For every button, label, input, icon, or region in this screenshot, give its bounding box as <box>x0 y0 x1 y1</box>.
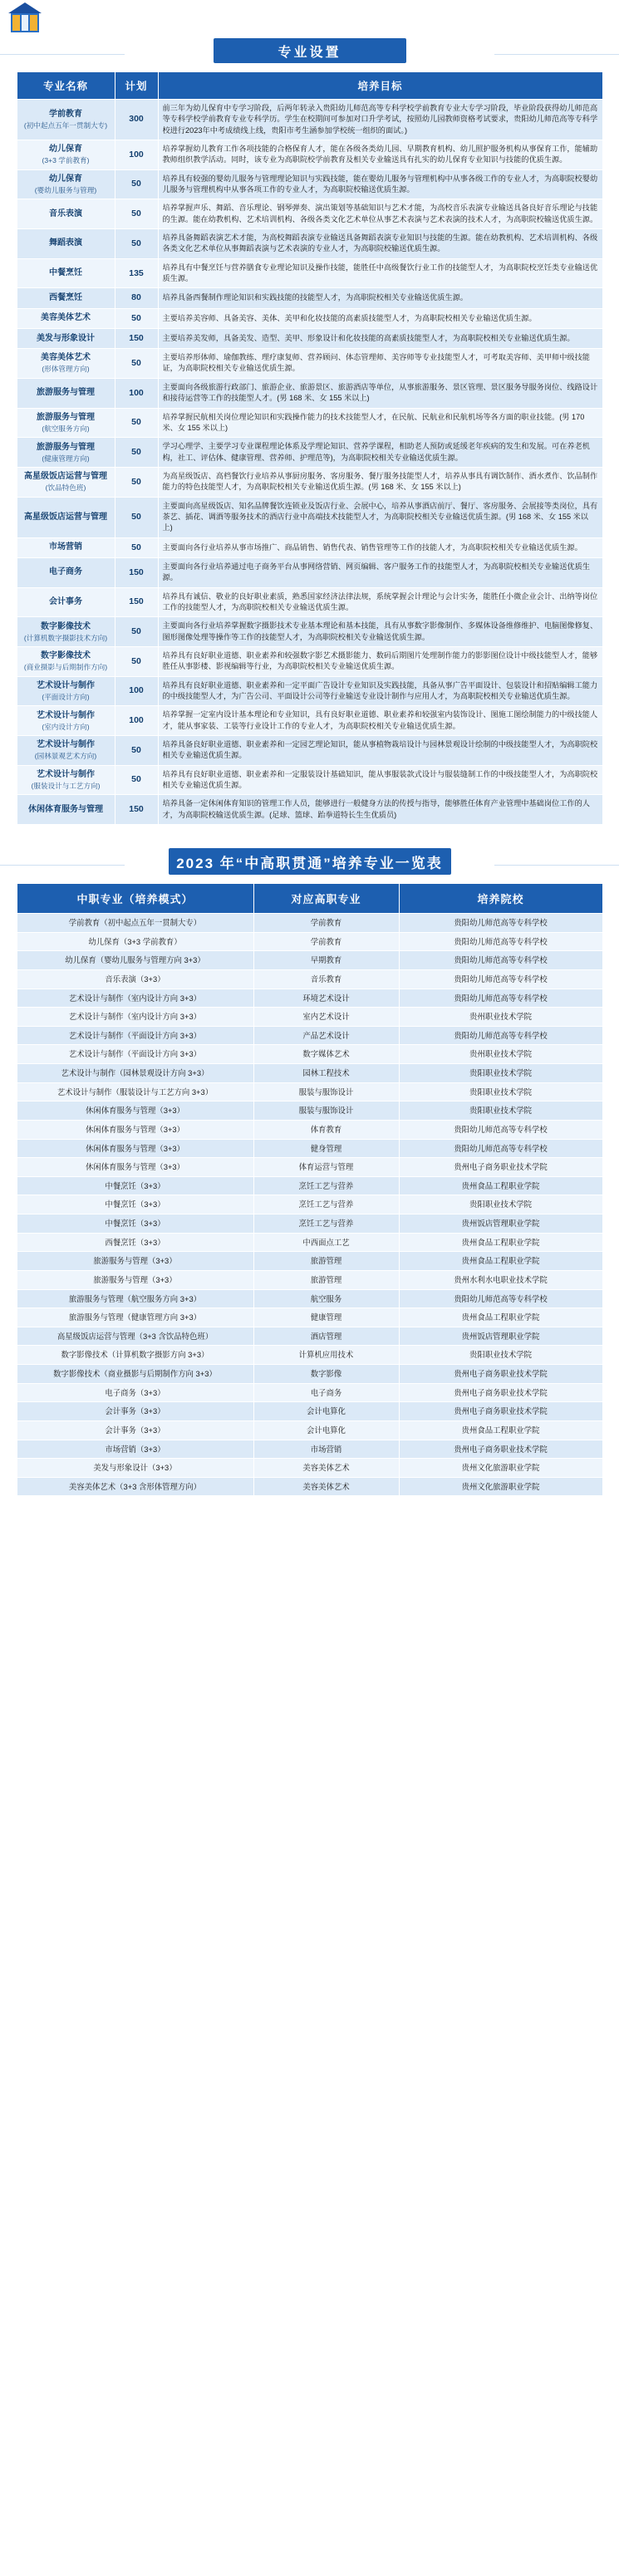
institution-cell: 贵阳幼儿师范高等专科学校 <box>399 1120 602 1139</box>
higher-major-cell: 服装与服饰设计 <box>253 1102 399 1121</box>
program-name-cell: 美容美体艺术 (形体管理方向) <box>17 349 115 379</box>
higher-major-cell: 健康管理 <box>253 1308 399 1327</box>
higher-major-cell: 学前教育 <box>253 914 399 933</box>
institution-cell: 贵阳幼儿师范高等专科学校 <box>399 969 602 989</box>
vocational-major-cell: 幼儿保育（3+3 学前教育） <box>17 932 253 951</box>
vocational-major-cell: 旅游服务与管理（航空服务方向 3+3） <box>17 1289 253 1308</box>
institution-cell: 贵州食品工程职业学院 <box>399 1252 602 1271</box>
program-name-cell: 音乐表演 <box>17 199 115 229</box>
table-row <box>17 349 602 379</box>
vocational-major-cell: 数字影像技术（商业摄影与后期制作方向 3+3） <box>17 1365 253 1384</box>
higher-major-cell: 航空服务 <box>253 1289 399 1308</box>
section1-banner-wrap <box>0 37 619 71</box>
table-row <box>17 1459 602 1478</box>
higher-major-cell: 电子商务 <box>253 1383 399 1402</box>
table-row <box>17 1214 602 1234</box>
institution-cell: 贵州文化旅游职业学院 <box>399 1477 602 1496</box>
training-goal-cell: 主要培养形体师、瑜伽教练、理疗康复师、营养顾问、体态管理师、美容师等专业技能型人才，可考取美容师、美甲师中级技能证，为高职院校相关专业输送优质生源。 <box>158 349 602 379</box>
program-name-sub: (商业摄影与后期制作方向) <box>23 663 108 672</box>
training-goal-cell: 培养具备一定休闲体育知识的管理工作人员，能够进行一般健身方法的传授与指导，能够胜任体育产业管理中基础岗位工作的人才，为高职院校输送优质生源。(足球、篮球、跆拳道特长生生优质员) <box>158 795 602 825</box>
table-row <box>17 199 602 229</box>
plan-count-cell: 50 <box>115 229 158 259</box>
section1-banner: 专业设置 <box>214 38 406 63</box>
training-goal-cell: 主要面向各行业培养通过电子商务平台从事网络营销、网页编辑、客户服务工作的技能型人才，为高职院校相关专业输送优质生源。 <box>158 557 602 587</box>
plan-count-cell: 300 <box>115 100 158 140</box>
program-name-cell: 中餐烹饪 <box>17 258 115 288</box>
table-row <box>17 1139 602 1158</box>
institution-cell: 贵阳幼儿师范高等专科学校 <box>399 914 602 933</box>
plan-count-cell: 100 <box>115 706 158 736</box>
plan-count-cell: 50 <box>115 349 158 379</box>
banner-decoration-right <box>494 54 619 55</box>
training-goal-cell: 培养掌握民航相关岗位理论知识和实践操作能力的技术技能型人才，在民航、民航业和民航机场等各方面的职业技能。(男 170 米、女 155 米以上) <box>158 408 602 438</box>
plan-count-cell: 50 <box>115 467 158 497</box>
program-settings-table <box>17 71 603 825</box>
higher-major-cell: 美容美体艺术 <box>253 1459 399 1478</box>
higher-major-cell: 音乐教育 <box>253 969 399 989</box>
program-name-sub: (婴幼儿服务与管理) <box>34 186 97 195</box>
training-goal-cell: 培养具备良好职业道德、职业素养和一定园艺理论知识，能从事植物栽培设计与园林景观设计绘制的中级技能型人才，为高职院校相关专业输送优质生源。 <box>158 735 602 765</box>
plan-count-cell: 135 <box>115 258 158 288</box>
training-goal-cell: 培养具有较强的婴幼儿服务与管理理论知识与实践技能，能在婴幼儿服务与管理机构中从事各级工作的专业人才，为高职院校婴幼儿服务与管理机构中从事各项工作的专业人才，为高职院校输送优质生源。 <box>158 169 602 199</box>
plan-count-cell: 50 <box>115 169 158 199</box>
training-goal-cell: 培养掌握一定室内设计基本理论和专业知识，具有良好职业道德、职业素养和较强室内装饰设计、图施工图绘制能力的中级技能人才，能从事家装、工装等行业设计工作的专业人才，为高职院校相关专业输送优质生源。 <box>158 706 602 736</box>
higher-major-cell: 环境艺术设计 <box>253 989 399 1008</box>
plan-count-cell: 50 <box>115 497 158 537</box>
table-row <box>17 1045 602 1064</box>
table-row <box>17 557 602 587</box>
higher-major-cell: 体育运营与管理 <box>253 1158 399 1177</box>
plan-count-cell: 150 <box>115 557 158 587</box>
col-goal: 培养目标 <box>158 72 602 100</box>
training-goal-cell: 主要面向各行业培养掌握数字摄影技术专业基本理论和基本技能，具有从事数字影像制作、多媒体设备维修维护、电脑图像修复、图形图像处理等操作等工作的技能型人才，为高职院校相关专业输送优质生源。 <box>158 617 602 647</box>
higher-major-cell: 健身管理 <box>253 1139 399 1158</box>
plan-count-cell: 50 <box>115 765 158 795</box>
table-row <box>17 100 602 140</box>
institution-cell: 贵州食品工程职业学院 <box>399 1176 602 1195</box>
program-name-cell: 旅游服务与管理 (健康管理方向) <box>17 438 115 468</box>
table-row <box>17 646 602 676</box>
training-goal-cell: 为高星级饭店、高档餐饮行业培养从事厨房服务、客房服务、餐厅服务技能型人才，培养从事具有调饮制作、酒水煮作、饮品制作能力的特色技能型人才，为高职院校相关专业输送优质生源。(男 168 米、女 155 米以上) <box>158 467 602 497</box>
table-row <box>17 1440 602 1459</box>
school-logo-icon <box>8 2 42 32</box>
institution-cell: 贵阳幼儿师范高等专科学校 <box>399 1026 602 1045</box>
vocational-major-cell: 会计事务（3+3） <box>17 1420 253 1440</box>
banner2-decoration-right <box>494 865 619 866</box>
institution-cell: 贵州电子商务职业技术学院 <box>399 1383 602 1402</box>
institution-cell: 贵阳幼儿师范高等专科学校 <box>399 1139 602 1158</box>
program-name-cell: 美容美体艺术 <box>17 308 115 328</box>
program-name-cell: 高星级饭店运营与管理 <box>17 497 115 537</box>
training-goal-cell: 主要培养美发师，具备美发、造型、美甲、形象设计和化妆技能的高素质技能型人才，为高职院校相关专业输送优质生源。 <box>158 328 602 348</box>
institution-cell: 贵州职业技术学院 <box>399 1045 602 1064</box>
training-goal-cell: 学习心理学、主要学习专业课程理论体系及学理论知识、营养学课程，相助老人预防或延缓老年疾病的发生和发展。可在养老机构，社工、评估体、健康管理、营养师、护理范等)，为高职院校相关专业输送优质生源。 <box>158 438 602 468</box>
program-name-sub: (初中起点五年一贯制大专) <box>23 121 108 130</box>
vocational-major-cell: 美容美体艺术（3+3 含形体管理方向） <box>17 1477 253 1496</box>
program-name-cell: 会计事务 <box>17 587 115 617</box>
table-row <box>17 765 602 795</box>
table-row <box>17 676 602 706</box>
table-row <box>17 617 602 647</box>
table-row <box>17 1195 602 1214</box>
program-name-sub: (3+3 学前教育) <box>42 156 90 165</box>
higher-major-cell: 园林工程技术 <box>253 1064 399 1083</box>
vocational-major-cell: 休闲体育服务与管理（3+3） <box>17 1102 253 1121</box>
table-row <box>17 378 602 408</box>
table-row <box>17 1176 602 1195</box>
higher-major-cell: 酒店管理 <box>253 1327 399 1346</box>
table-row <box>17 467 602 497</box>
section2-banner: 2023 年“中高职贯通”培养专业一览表 <box>169 848 451 875</box>
vocational-major-cell: 艺术设计与制作（平面设计方向 3+3） <box>17 1045 253 1064</box>
table-row <box>17 795 602 825</box>
plan-count-cell: 50 <box>115 646 158 676</box>
col-higher-major: 对应高职专业 <box>253 884 399 914</box>
program-name-cell: 艺术设计与制作 (平面设计方向) <box>17 676 115 706</box>
program-name-cell: 幼儿保育 (婴幼儿服务与管理) <box>17 169 115 199</box>
plan-count-cell: 100 <box>115 378 158 408</box>
table-row <box>17 438 602 468</box>
training-goal-cell: 培养具有良好职业道德、职业素养和一定服装设计基础知识，能从事服装款式设计与服装缝制工作的中级技能型人才，为高职院校相关专业输送优质生源。 <box>158 765 602 795</box>
training-goal-cell: 前三年为幼儿保育中专学习阶段，后两年转录入贵阳幼儿师范高等专科学校学前教育专业大专学习阶段，毕业阶段获得幼儿师范高等专科学校学前教育专业专科学历。学生在校期间可参加对口升学考试，按照幼儿园教师资格考试要求，贵阳幼儿师范高等专科学校进行2023年中考成绩线上线，贵阳市考生涵参加学校统一组织的面试。) <box>158 100 602 140</box>
table-row <box>17 1327 602 1346</box>
table-row <box>17 1102 602 1121</box>
training-goal-cell: 培养具备舞蹈表演艺术才能，为高校舞蹈表演专业输送具备舞蹈表演专业知识与技能的生源。能在幼教机构、艺术培训机构、各级各类文化艺术单位从事舞蹈表演与艺术表演的专业人才，为高职院校输送优质生源。 <box>158 229 602 259</box>
plan-count-cell: 100 <box>115 140 158 170</box>
plan-count-cell: 50 <box>115 735 158 765</box>
higher-major-cell: 学前教育 <box>253 932 399 951</box>
table-row <box>17 1064 602 1083</box>
vocational-major-cell: 休闲体育服务与管理（3+3） <box>17 1158 253 1177</box>
program-name-sub: (健康管理方向) <box>42 454 90 463</box>
training-goal-cell: 主要面向各行业培养从事市场推广、商品销售、销售代表、销售管理等工作的技能人才，为高职院校相关专业输送优质生源。 <box>158 537 602 557</box>
institution-cell: 贵州饭店管理职业学院 <box>399 1214 602 1234</box>
higher-major-cell: 服装与服饰设计 <box>253 1082 399 1102</box>
higher-major-cell: 数字影像 <box>253 1365 399 1384</box>
vocational-major-cell: 中餐烹饪（3+3） <box>17 1176 253 1195</box>
higher-major-cell: 室内艺术设计 <box>253 1008 399 1027</box>
higher-major-cell: 数字媒体艺术 <box>253 1045 399 1064</box>
table-row <box>17 1082 602 1102</box>
program-name-cell: 高星级饭店运营与管理 (饮品特色班) <box>17 467 115 497</box>
table-row <box>17 932 602 951</box>
higher-major-cell: 会计电算化 <box>253 1402 399 1421</box>
training-goal-cell: 主要面向各级旅游行政部门、旅游企业、旅游景区、旅游酒店等单位，从事旅游服务、景区管理、景区服务导服务岗位、线路设计和接待运营等工作的技能型人才。(男 168 米、女 155 米以上) <box>158 378 602 408</box>
table-row <box>17 537 602 557</box>
plan-count-cell: 50 <box>115 408 158 438</box>
higher-major-cell: 烹饪工艺与营养 <box>253 1214 399 1234</box>
vocational-major-cell: 艺术设计与制作（室内设计方向 3+3） <box>17 989 253 1008</box>
institution-cell: 贵州电子商务职业技术学院 <box>399 1158 602 1177</box>
higher-major-cell: 烹饪工艺与营养 <box>253 1195 399 1214</box>
table-row <box>17 1270 602 1289</box>
institution-cell: 贵阳职业技术学院 <box>399 1082 602 1102</box>
table-row <box>17 140 602 170</box>
program-name-cell: 旅游服务与管理 (航空服务方向) <box>17 408 115 438</box>
higher-major-cell: 体育教育 <box>253 1120 399 1139</box>
vocational-major-cell: 幼儿保育（婴幼儿服务与管理方向 3+3） <box>17 951 253 970</box>
program-name-cell: 休闲体育服务与管理 <box>17 795 115 825</box>
table1-header-row <box>17 72 602 100</box>
program-name-sub: (计算机数字摄影技术方向) <box>23 633 108 642</box>
institution-cell: 贵州水利水电职业技术学院 <box>399 1270 602 1289</box>
institution-cell: 贵阳幼儿师范高等专科学校 <box>399 989 602 1008</box>
program-name-sub: (服装设计与工艺方向) <box>31 781 101 790</box>
higher-major-cell: 会计电算化 <box>253 1420 399 1440</box>
program-name-cell: 艺术设计与制作 (园林景观艺术方向) <box>17 735 115 765</box>
program-name-cell: 学前教育 (初中起点五年一贯制大专) <box>17 100 115 140</box>
institution-cell: 贵阳职业技术学院 <box>399 1102 602 1121</box>
training-goal-cell: 培养具有良好职业道德、职业素养和较强数字影艺术摄影能力、数码后期图片处理制作能力的影影图位设计中级技能型人才，能够胜任从事影楼、影视编辑等行业，为高职院校相关专业输送优质生源。 <box>158 646 602 676</box>
vocational-major-cell: 旅游服务与管理（3+3） <box>17 1252 253 1271</box>
program-name-cell: 西餐烹饪 <box>17 288 115 308</box>
header-bar <box>0 0 619 37</box>
higher-major-cell: 市场营销 <box>253 1440 399 1459</box>
vocational-major-cell: 美发与形象设计（3+3） <box>17 1459 253 1478</box>
higher-major-cell: 旅游管理 <box>253 1252 399 1271</box>
table-row <box>17 989 602 1008</box>
program-name-cell: 数字影像技术 (商业摄影与后期制作方向) <box>17 646 115 676</box>
institution-cell: 贵阳幼儿师范高等专科学校 <box>399 932 602 951</box>
col-vocational-major: 中职专业（培养模式） <box>17 884 253 914</box>
higher-major-cell: 产品艺术设计 <box>253 1026 399 1045</box>
table-row <box>17 1346 602 1365</box>
table-row <box>17 1252 602 1271</box>
vocational-major-cell: 会计事务（3+3） <box>17 1402 253 1421</box>
table-row <box>17 1402 602 1421</box>
vocational-major-cell: 旅游服务与管理（3+3） <box>17 1270 253 1289</box>
table-row <box>17 1420 602 1440</box>
higher-major-cell: 美容美体艺术 <box>253 1477 399 1496</box>
program-name-cell: 幼儿保育 (3+3 学前教育) <box>17 140 115 170</box>
table-row <box>17 914 602 933</box>
vocational-major-cell: 学前教育（初中起点五年一贯制大专） <box>17 914 253 933</box>
vocational-major-cell: 休闲体育服务与管理（3+3） <box>17 1139 253 1158</box>
higher-major-cell: 烹饪工艺与营养 <box>253 1176 399 1195</box>
table-row <box>17 408 602 438</box>
plan-count-cell: 100 <box>115 676 158 706</box>
vocational-major-cell: 高星级饭店运营与管理（3+3 含饮品特色班） <box>17 1327 253 1346</box>
institution-cell: 贵阳职业技术学院 <box>399 1346 602 1365</box>
program-name-cell: 旅游服务与管理 <box>17 378 115 408</box>
table-row <box>17 258 602 288</box>
program-name-cell: 市场营销 <box>17 537 115 557</box>
program-name-sub: (形体管理方向) <box>42 365 90 374</box>
vocational-major-cell: 中餐烹饪（3+3） <box>17 1195 253 1214</box>
vocational-major-cell: 音乐表演（3+3） <box>17 969 253 989</box>
program-name-cell: 艺术设计与制作 (服装设计与工艺方向) <box>17 765 115 795</box>
plan-count-cell: 80 <box>115 288 158 308</box>
institution-cell: 贵州电子商务职业技术学院 <box>399 1440 602 1459</box>
col-plan: 计划 <box>115 72 158 100</box>
vocational-major-cell: 艺术设计与制作（园林景观设计方向 3+3） <box>17 1064 253 1083</box>
table-row <box>17 706 602 736</box>
institution-cell: 贵州电子商务职业技术学院 <box>399 1402 602 1421</box>
institution-cell: 贵阳幼儿师范高等专科学校 <box>399 951 602 970</box>
table-row <box>17 951 602 970</box>
plan-count-cell: 50 <box>115 308 158 328</box>
institution-cell: 贵阳职业技术学院 <box>399 1064 602 1083</box>
vocational-major-cell: 艺术设计与制作（平面设计方向 3+3） <box>17 1026 253 1045</box>
institution-cell: 贵州文化旅游职业学院 <box>399 1459 602 1478</box>
table-row <box>17 735 602 765</box>
col-program-name: 专业名称 <box>17 72 115 100</box>
plan-count-cell: 50 <box>115 438 158 468</box>
table-row <box>17 1026 602 1045</box>
training-goal-cell: 主要面向高星级饭店、知名品牌餐饮连锁业及饭店行业、会展中心，培养从事酒店前厅、餐厅、客房服务、会展接等类岗位，具有茶艺、插花、调酒等服务技术的酒店行业中高端技术技能型人才，为高职院校相关专业输送优质生源。(男 168 米、女 155 米以上) <box>158 497 602 537</box>
vocational-major-cell: 休闲体育服务与管理（3+3） <box>17 1120 253 1139</box>
vocational-major-cell: 艺术设计与制作（服装设计与工艺方向 3+3） <box>17 1082 253 1102</box>
vocational-major-cell: 市场营销（3+3） <box>17 1440 253 1459</box>
table-row <box>17 497 602 537</box>
higher-major-cell: 早期教育 <box>253 951 399 970</box>
table-row <box>17 288 602 308</box>
plan-count-cell: 150 <box>115 328 158 348</box>
training-goal-cell: 培养具有诚信、敬业的良好职业素质，熟悉国家经济法律法规，系统掌握会计理论与会计实务，能胜任小微企业会计、出纳等岗位工作的技能型人才，为高职院校相关专业输送优质生源。 <box>158 587 602 617</box>
higher-major-cell: 计算机应用技术 <box>253 1346 399 1365</box>
table-row <box>17 1008 602 1027</box>
table-row <box>17 308 602 328</box>
plan-count-cell: 50 <box>115 537 158 557</box>
vocational-major-cell: 数字影像技术（计算机数字摄影方向 3+3） <box>17 1346 253 1365</box>
table-row <box>17 229 602 259</box>
section2-banner-wrap <box>0 846 619 883</box>
plan-count-cell: 150 <box>115 587 158 617</box>
plan-count-cell: 50 <box>115 199 158 229</box>
program-name-cell: 数字影像技术 (计算机数字摄影技术方向) <box>17 617 115 647</box>
program-name-cell: 美发与形象设计 <box>17 328 115 348</box>
banner2-decoration-left <box>0 865 125 866</box>
table-row <box>17 1477 602 1496</box>
table-row <box>17 328 602 348</box>
table-row <box>17 1120 602 1139</box>
table-row <box>17 1233 602 1252</box>
program-name-cell: 舞蹈表演 <box>17 229 115 259</box>
vocational-major-cell: 西餐烹饪（3+3） <box>17 1233 253 1252</box>
institution-cell: 贵州电子商务职业技术学院 <box>399 1365 602 1384</box>
vocational-major-cell: 艺术设计与制作（室内设计方向 3+3） <box>17 1008 253 1027</box>
training-goal-cell: 培养具有中餐烹饪与营养膳食专业理论知识及操作技能，能胜任中高级餐饮行业工作的技能型人才，为高职院校烹饪类专业输送优质生源。 <box>158 258 602 288</box>
institution-cell: 贵州食品工程职业学院 <box>399 1420 602 1440</box>
program-name-sub: (饮品特色班) <box>45 483 86 493</box>
col-institution: 培养院校 <box>399 884 602 914</box>
program-name-sub: (平面设计方向) <box>42 692 90 701</box>
institution-cell: 贵阳幼儿师范高等专科学校 <box>399 1289 602 1308</box>
program-name-sub: (室内设计方向) <box>42 722 90 731</box>
institution-cell: 贵州饭店管理职业学院 <box>399 1327 602 1346</box>
higher-major-cell: 旅游管理 <box>253 1270 399 1289</box>
table-row <box>17 587 602 617</box>
institution-cell: 贵州食品工程职业学院 <box>399 1233 602 1252</box>
banner-decoration-left <box>0 54 125 55</box>
table-row <box>17 1365 602 1384</box>
vocational-pathway-table <box>17 883 603 1496</box>
program-name-cell: 艺术设计与制作 (室内设计方向) <box>17 706 115 736</box>
plan-count-cell: 150 <box>115 795 158 825</box>
higher-major-cell: 中西面点工艺 <box>253 1233 399 1252</box>
institution-cell: 贵州职业技术学院 <box>399 1008 602 1027</box>
program-name-sub: (园林景观艺术方向) <box>34 752 97 761</box>
table-row <box>17 1383 602 1402</box>
table-row <box>17 1289 602 1308</box>
table-row <box>17 1158 602 1177</box>
program-name-cell: 电子商务 <box>17 557 115 587</box>
program-name-sub: (航空服务方向) <box>42 424 90 433</box>
training-goal-cell: 培养掌握声乐、舞蹈、音乐理论、钢琴弹奏、演出策划等基础知识与艺术才能，为高校音乐表演专业输送具备良好音乐理论与技能的生源。能在幼教机构、艺术培训机构、各级各类文化艺术单位从事艺术表演与艺术表演的技术人才，为高职院校输送优质生源。 <box>158 199 602 229</box>
table-row <box>17 1308 602 1327</box>
training-goal-cell: 培养具备西餐制作理论知识和实践技能的技能型人才，为高职院校相关专业输送优质生源。 <box>158 288 602 308</box>
plan-count-cell: 50 <box>115 617 158 647</box>
vocational-major-cell: 中餐烹饪（3+3） <box>17 1214 253 1234</box>
institution-cell: 贵阳职业技术学院 <box>399 1195 602 1214</box>
institution-cell: 贵州食品工程职业学院 <box>399 1308 602 1327</box>
training-goal-cell: 培养具有良好职业道德、职业素养和一定平面广告设计专业知识及实践技能，具备从事广告平面设计、包装设计和招贴编辑工能力的中级技能型人才，为广告公司、平面设计公司等行业输送专业设计制作与应用人才，为高职院校相关专业输送优质生源。 <box>158 676 602 706</box>
vocational-major-cell: 旅游服务与管理（健康管理方向 3+3） <box>17 1308 253 1327</box>
table2-header-row <box>17 884 602 914</box>
training-goal-cell: 培养掌握幼儿教育工作各项技能的合格保育人才，能在各级各类幼儿园、早期教育机构、幼儿照护服务机构从事保育工作，能辅助教师组织教学活动。同时，该专业为高职院校学前教育及相关专业输送具有扎实的幼儿保育专业知识与技能的优质生源。 <box>158 140 602 170</box>
vocational-major-cell: 电子商务（3+3） <box>17 1383 253 1402</box>
table-row <box>17 969 602 989</box>
table-row <box>17 169 602 199</box>
training-goal-cell: 主要培养美容师、具备美容、美体、美甲和化妆技能的高素质技能型人才，为高职院校相关专业输送优质生源。 <box>158 308 602 328</box>
